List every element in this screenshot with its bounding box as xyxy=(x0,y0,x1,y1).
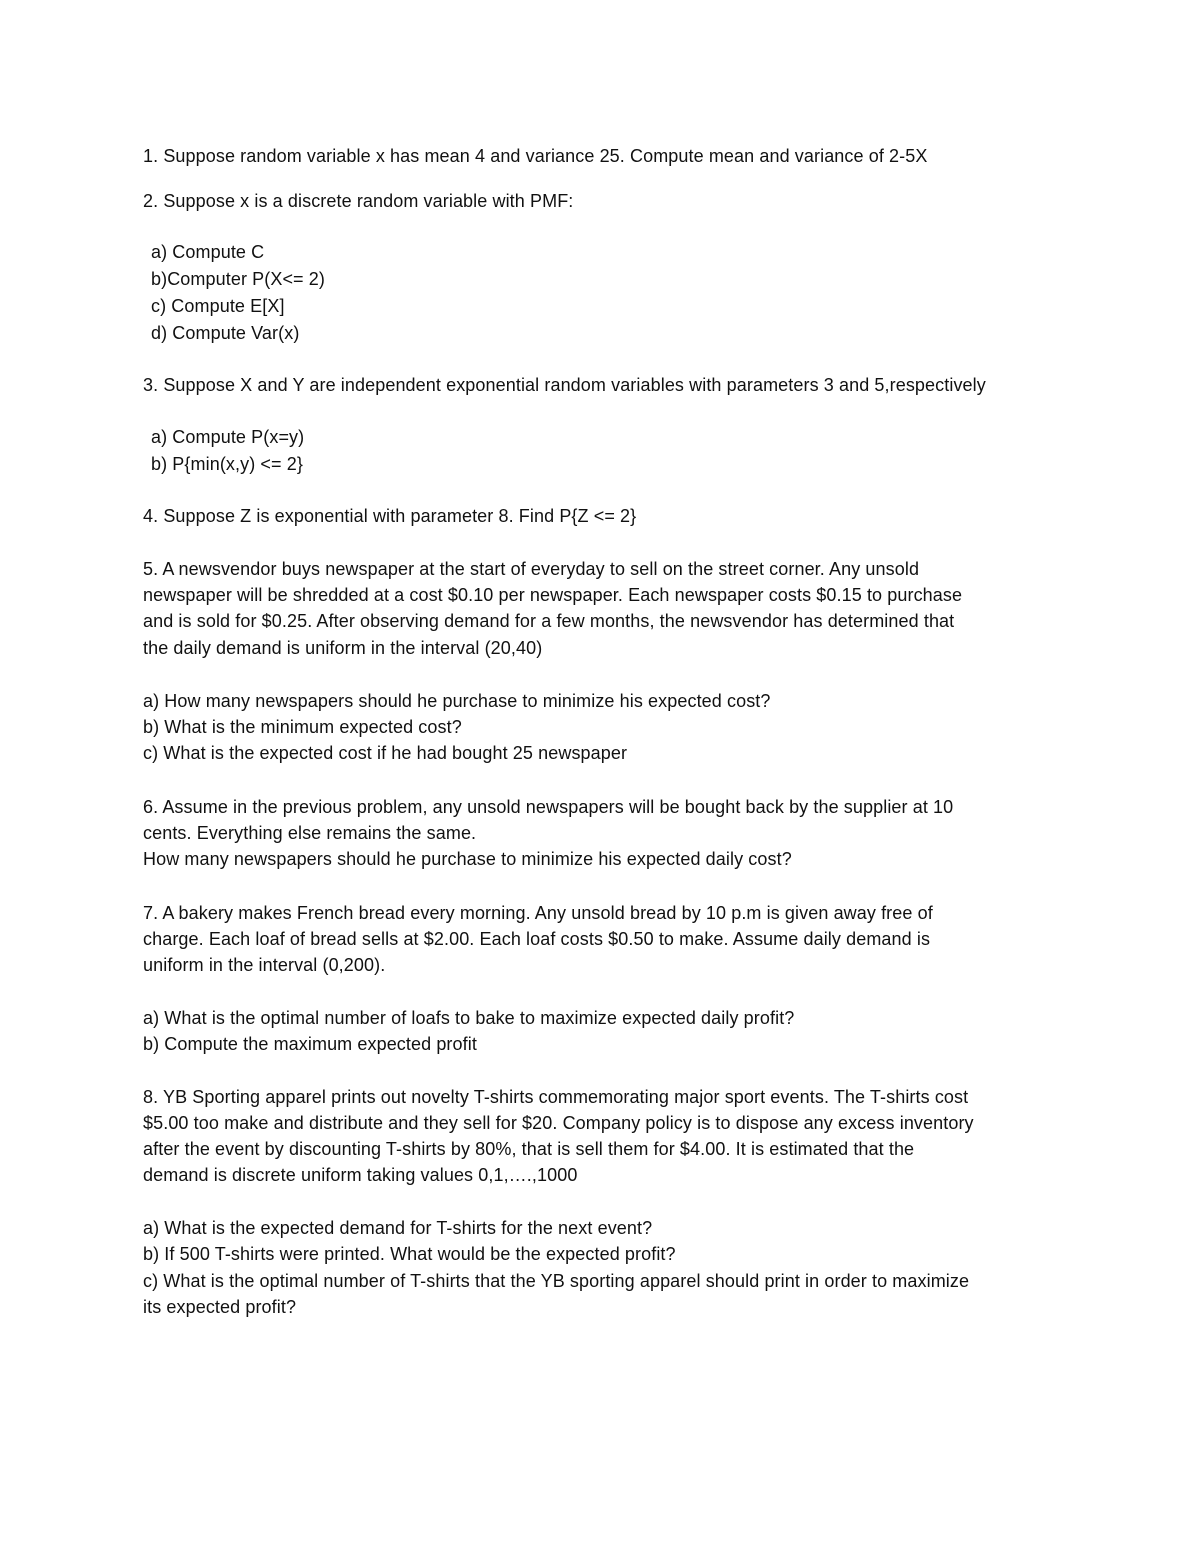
question-8-line-4: demand is discrete uniform taking values 0,1,….,1000 xyxy=(143,1165,578,1185)
question-7a: a) What is the optimal number of loafs to bake to maximize expected daily profit? xyxy=(143,1008,795,1028)
question-5a: a) How many newspapers should he purchase to minimize his expected cost? xyxy=(143,691,771,711)
question-2a: a) Compute C xyxy=(151,242,265,262)
question-3: 3. Suppose X and Y are independent exponential random variables with parameters 3 and 5,respectively xyxy=(143,375,986,395)
question-8b: b) If 500 T-shirts were printed. What would be the expected profit? xyxy=(143,1244,676,1264)
question-8-line-3: after the event by discounting T-shirts by 80%, that is sell them for $4.00. It is estimated that the xyxy=(143,1139,915,1159)
question-2d: d) Compute Var(x) xyxy=(151,323,300,343)
question-6-line-1: 6. Assume in the previous problem, any unsold newspapers will be bought back by the supplier at 10 xyxy=(143,797,954,817)
question-5-line-4: the daily demand is uniform in the interval (20,40) xyxy=(143,638,543,658)
question-5c: c) What is the expected cost if he had bought 25 newspaper xyxy=(143,743,628,763)
question-5-line-2: newspaper will be shredded at a cost $0.10 per newspaper. Each newspaper costs $0.15 to purchase xyxy=(143,585,963,605)
question-8-line-2: $5.00 too make and distribute and they sell for $20. Company policy is to dispose any excess inventory xyxy=(143,1113,974,1133)
question-3a: a) Compute P(x=y) xyxy=(151,427,305,447)
question-7-line-1: 7. A bakery makes French bread every morning. Any unsold bread by 10 p.m is given away free of xyxy=(143,903,933,923)
question-6-line-3: How many newspapers should he purchase to minimize his expected daily cost? xyxy=(143,849,792,869)
question-3b: b) P{min(x,y) <= 2} xyxy=(151,454,303,474)
question-7-line-2: charge. Each loaf of bread sells at $2.00. Each loaf costs $0.50 to make. Assume daily demand is xyxy=(143,929,931,949)
question-5b: b) What is the minimum expected cost? xyxy=(143,717,462,737)
question-8a: a) What is the expected demand for T-shirts for the next event? xyxy=(143,1218,653,1238)
question-8-line-1: 8. YB Sporting apparel prints out novelty T-shirts commemorating major sport events. The T-shirts cost xyxy=(143,1087,969,1107)
question-5-line-1: 5. A newsvendor buys newspaper at the start of everyday to sell on the street corner. Any unsold xyxy=(143,559,920,579)
question-2b: b)Computer P(X<= 2) xyxy=(151,269,325,289)
question-5-line-3: and is sold for $0.25. After observing demand for a few months, the newsvendor has determined that xyxy=(143,611,955,631)
question-4: 4. Suppose Z is exponential with parameter 8. Find P{Z <= 2} xyxy=(143,506,637,526)
question-6-line-2: cents. Everything else remains the same. xyxy=(143,823,477,843)
question-8c-line-1: c) What is the optimal number of T-shirts that the YB sporting apparel should print in order to maximize xyxy=(143,1271,970,1291)
question-1: 1. Suppose random variable x has mean 4 and variance 25. Compute mean and variance of 2-5X xyxy=(143,146,928,166)
question-2c: c) Compute E[X] xyxy=(151,296,285,316)
question-8c-line-2: its expected profit? xyxy=(143,1297,297,1317)
question-7-line-3: uniform in the interval (0,200). xyxy=(143,955,386,975)
question-2: 2. Suppose x is a discrete random variable with PMF: xyxy=(143,191,574,211)
question-7b: b) Compute the maximum expected profit xyxy=(143,1034,477,1054)
